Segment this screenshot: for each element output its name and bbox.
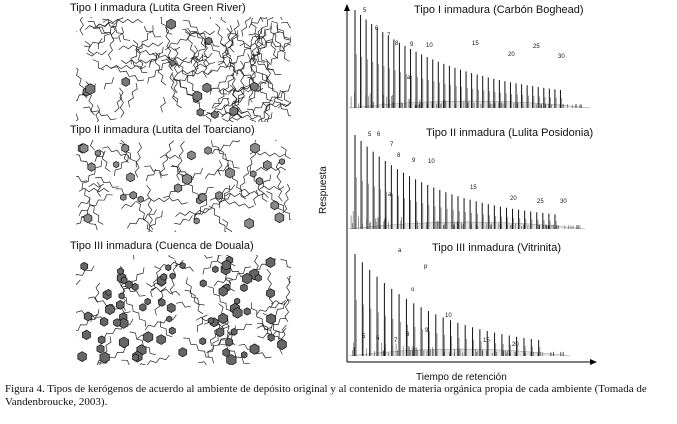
peak-label: 6 [375, 26, 379, 32]
y-axis-arrow [344, 4, 350, 11]
peak-label: 8 [397, 153, 401, 159]
chromatogram-title-type3: Tipo III inmadura (Vitrinita) [432, 242, 561, 254]
peak-label: 25 [537, 199, 544, 205]
peak-label: 15 [472, 41, 479, 47]
peak-label: 5 [363, 8, 367, 14]
figure-caption: Figura 4. Tipos de kerógenos de acuerdo al ambiente de depósito original y al contenido de materia orgánica propia de cada ambiente (Tomada de Vandenbroucke, 2003). [5, 383, 647, 408]
peak-label: a [407, 75, 411, 81]
y-axis-label: Respuesta [318, 166, 329, 214]
peak-label: a [388, 192, 392, 198]
panel-title-type2: Tipo II inmadura (Lutita del Toarciano) [70, 124, 255, 136]
peak-label: a [398, 248, 402, 254]
peak-label: 30 [558, 54, 565, 60]
panel-title-type1: Tipo I inmadura (Lutita Green River) [70, 2, 246, 14]
chromatogram-series-type3 [349, 248, 570, 356]
x-axis-arrow [590, 359, 597, 365]
peak-label: 6 [377, 132, 381, 138]
peak-label: 10 [428, 159, 435, 165]
peak-label: 5 [362, 334, 366, 340]
peak-label: 15 [483, 338, 490, 344]
peak-label: 9 [410, 42, 414, 48]
baseline-hump [349, 349, 570, 356]
peak-label: 9 [412, 158, 416, 164]
peak-label: 8 [406, 332, 410, 338]
peak-label: 20 [508, 52, 515, 58]
baseline-hump [349, 101, 590, 108]
x-axis-label: Tiempo de retención [416, 372, 507, 383]
chromatogram-series-type1 [349, 8, 590, 108]
peak-label: 5 [368, 132, 372, 138]
peak-label: 7 [394, 338, 398, 344]
peak-label: 7 [387, 33, 391, 39]
peak-label: o [411, 287, 415, 293]
peak-label: 10 [426, 43, 433, 49]
peak-label: 6 [376, 336, 380, 342]
chromatogram-title-type1: Tipo I inmadura (Carbón Boghead) [414, 4, 584, 16]
peak-label: 20 [510, 196, 517, 202]
chromatogram-series-type2 [349, 132, 585, 229]
peak-label: 30 [560, 199, 567, 205]
chromatogram-title-type2: Tipo II inmadura (Lulita Posidonia) [426, 127, 594, 139]
peak-label: 20 [512, 342, 519, 348]
panel-title-type3: Tipo III inmadura (Cuenca de Douala) [70, 240, 254, 252]
peak-label: 9 [425, 328, 429, 334]
peak-label: 25 [533, 44, 540, 50]
peak-label: 8 [395, 41, 399, 47]
peak-label: 10 [445, 313, 452, 319]
peak-label: 7 [390, 142, 394, 148]
peak-label: 15 [470, 185, 477, 191]
peak-label: p [424, 264, 428, 270]
